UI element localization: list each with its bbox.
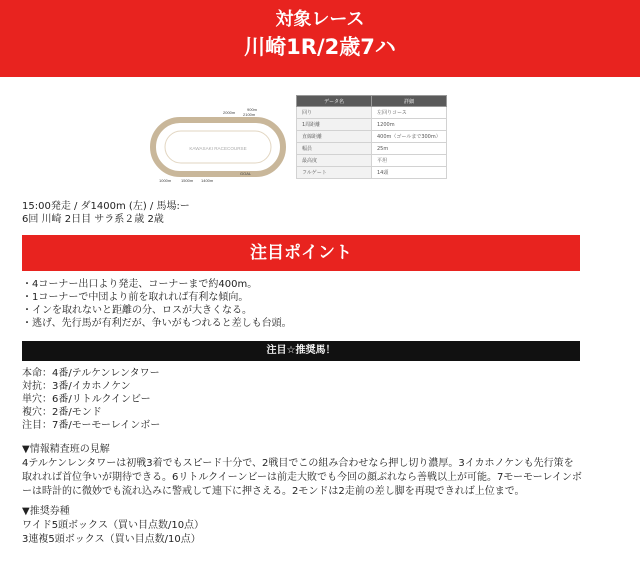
- analysis-section: [22, 443, 582, 499]
- points-list: [22, 278, 292, 330]
- list-item: ・ 4コーナー出口より発走、コーナーまで約400m。: [22, 278, 292, 291]
- row-value: 1200m: [372, 119, 447, 131]
- table-row: [297, 131, 447, 143]
- course-map: [145, 104, 295, 186]
- list-item: ・ 1コーナーで中団より前を取れれば有利な傾向。: [22, 291, 292, 304]
- race-header-banner: [0, 0, 640, 77]
- points-section-title: 注目ポイント: [22, 235, 580, 271]
- goal-marker: GOAL: [240, 171, 252, 176]
- row-value: 14頭: [372, 167, 447, 179]
- list-item: 対抗：3番/イカホノケン: [22, 381, 131, 392]
- marker-2000m: 2000m: [223, 110, 236, 115]
- picks-list: [22, 367, 160, 432]
- table-row: [297, 143, 447, 155]
- tickets-heading: ▼推奨券種: [22, 506, 70, 517]
- list-item: ・ インを取れないと距離の分、ロスが大きくなる。: [22, 304, 292, 317]
- row-key: 1周距離: [297, 119, 372, 131]
- race-info-line: 15:00発走 / ダ1400m (左) / 馬場:ー: [22, 201, 190, 212]
- row-value: 400m（ゴールまで300m）: [372, 131, 447, 143]
- race-info-line: 6回 川崎 2日目 サラ系２歳 2歳: [22, 214, 164, 225]
- list-item: 本命：4番/テルケンレンタワー: [22, 368, 160, 379]
- table-row: [297, 119, 447, 131]
- row-value: 25m: [372, 143, 447, 155]
- table-row: [297, 167, 447, 179]
- analysis-body: 4テルケンレンタワーは初戦3着でもスピード十分で、2戦目でこの組み合わせなら押し切り濃厚。3イカホノケンも先行策を取れれば首位争いが期待できる。6リトルクイーンビーは前走大敗でも今回の顔ぶれなら善戦以上が可能。7モーモーレインボーは時計的に微妙でも流れ込みに警戒して連下に押さえる。2モンドは2走前の差し脚を再現できれば上位まで。: [22, 458, 582, 497]
- list-item: 複穴：2番/モンド: [22, 407, 102, 418]
- row-key: 直線距離: [297, 131, 372, 143]
- list-item: 3連複5頭ボックス（買い目点数/10点）: [22, 534, 201, 545]
- row-value: 左回りコース: [372, 107, 447, 119]
- table-header-detail: 詳細: [372, 96, 447, 107]
- marker-1000m: 1000m: [159, 178, 172, 183]
- marker-1400m: 1400m: [201, 178, 214, 183]
- table-row: [297, 107, 447, 119]
- marker-1500m: 1500m: [181, 178, 194, 183]
- table-row: [297, 155, 447, 167]
- table-header-row: [297, 96, 447, 107]
- row-key: 回り: [297, 107, 372, 119]
- race-info: [22, 200, 190, 226]
- racecourse-diagram: [145, 104, 295, 186]
- course-data-table: [296, 95, 447, 179]
- row-key: 幅員: [297, 143, 372, 155]
- course-name-label: KAWASAKI RACECOURSE: [189, 146, 247, 151]
- row-key: フルゲート: [297, 167, 372, 179]
- list-item: ワイド5頭ボックス（買い目点数/10点）: [22, 520, 205, 531]
- tickets-section: [22, 505, 204, 547]
- marker-2100m: 2100m: [243, 112, 256, 117]
- marker-900m: 900m: [247, 107, 258, 112]
- picks-section-title: 注目☆推奨馬！: [22, 341, 580, 361]
- race-title: 川崎1R/2歳7ハ: [244, 35, 396, 59]
- row-value: 平坦: [372, 155, 447, 167]
- list-item: 単穴：6番/リトルクインビー: [22, 394, 151, 405]
- table-header-name: データ名: [297, 96, 372, 107]
- list-item: 注目：7番/モーモーレインボー: [22, 420, 161, 431]
- list-item: ・ 逃げ、先行馬が有利だが、争いがもつれると差しも台頭。: [22, 317, 292, 330]
- target-race-label: 対象レース: [275, 9, 365, 30]
- analysis-heading: ▼情報精査班の見解: [22, 444, 110, 455]
- row-key: 最高度: [297, 155, 372, 167]
